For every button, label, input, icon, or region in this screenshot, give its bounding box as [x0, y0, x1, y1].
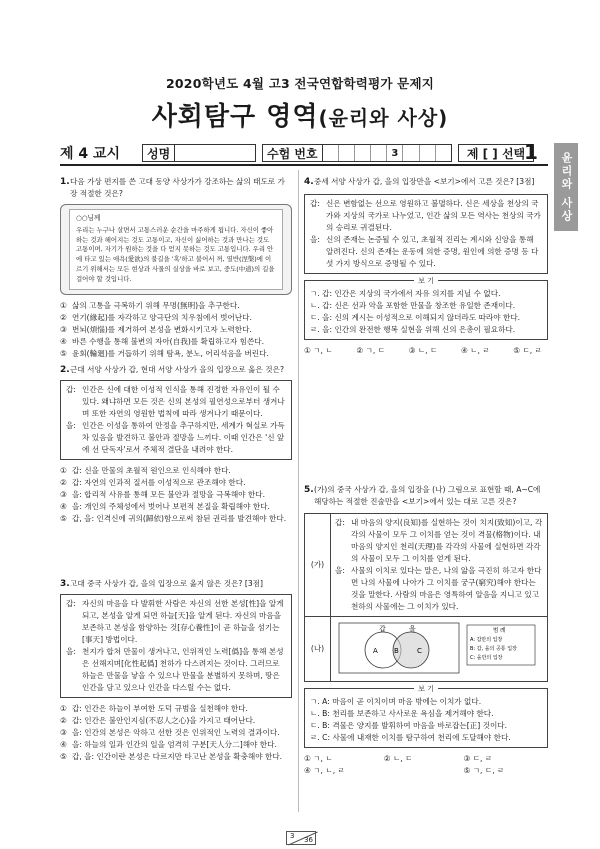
bogi-item: ㄷ. 을: 신의 계시는 이성적으로 이해되지 않더라도 따라야 한다. — [310, 313, 521, 322]
choice-5[interactable]: ⑤ ㄷ, ㄹ — [513, 346, 542, 355]
options-list — [60, 465, 292, 525]
venn-right-label: 을 — [409, 625, 416, 633]
exam-info-bar — [60, 144, 548, 162]
exam-subtitle: 2020학년도 4월 고3 전국연합학력평가 문제지 — [166, 76, 434, 91]
venn-region-c: C — [417, 647, 422, 655]
option-3[interactable]: ③ 번뇌(煩惱)를 제거하여 본성을 변화시키고자 노력한다. — [60, 324, 252, 334]
title-main: 사회탐구 영역 — [151, 102, 319, 132]
bogi-item: ㄱ. 갑: 인간은 지상의 국가에서 자유 의지를 지닐 수 없다. — [310, 289, 501, 298]
footer-page-indicator — [286, 831, 316, 845]
na-label: (나) — [305, 617, 331, 682]
question-1 — [60, 176, 292, 360]
question-stem: 다음 가상 편지를 쓴 고대 동양 사상가가 강조하는 삶의 태도로 가장 적절한 것은? — [70, 177, 285, 198]
bogi-box — [304, 277, 548, 340]
venn-left-label: 갑 — [379, 625, 386, 633]
page-title — [0, 96, 600, 133]
choice-2[interactable]: ② ㄱ, ㄷ — [356, 346, 386, 355]
bogi-label: 보 기 — [414, 277, 438, 285]
legend-b: B: 갑, 을의 공통 입장 — [470, 646, 517, 652]
legend-c: C: 을만의 입장 — [470, 655, 503, 661]
option-5[interactable]: ⑤ 윤회(輪廻)를 거듭하기 위해 탐욕, 분노, 어리석음을 버린다. — [60, 348, 269, 358]
exam-digit: 3 — [387, 145, 403, 161]
question-number: 2. — [60, 365, 70, 375]
option-4[interactable]: ④ 바른 수행을 통해 불변의 자아(自我)를 확립하고자 힘쓴다. — [60, 336, 265, 346]
question-stem: 중세 서양 사상가 갑, 을의 입장만을 <보기>에서 고른 것은? [3점] — [314, 177, 535, 186]
choice-2[interactable]: ② ㄴ, ㄷ — [383, 754, 413, 763]
option-2[interactable]: ② 갑: 자연의 인과적 질서를 이성적으로 관조해야 한다. — [60, 478, 246, 487]
choice-3[interactable]: ③ ㄴ, ㄷ — [408, 346, 438, 355]
letter-box — [60, 204, 292, 295]
subject-side-tab: 윤리와 사상 — [554, 143, 578, 231]
title-paren: (윤리와 사상) — [318, 106, 449, 130]
answer-choices — [304, 345, 548, 357]
passage-box: 갑: 인간은 신에 대한 이성적 인식을 통해 진정한 자유인이 될 수 있다. 왜냐하면 모든 것은 신의 본성의 필연성으로부터 생겨나며 또한 자연의 영원한 법칙에 따라 생겨나기 때문이다. 을: 인간은 이성을 통하여 안정을 추구하지만, 세계가 혁실로 가득 차 있음을 발견하고 불안과 절망을 느끼다. 이때 인간은 '신 앞에 선 단독자'로서 주체적 결단을 내려야 한다. — [60, 380, 292, 460]
option-5[interactable]: ⑤ 갑, 을: 인간이란 본성은 다르지만 타고난 본성을 확충해야 한다. — [60, 752, 283, 761]
question-5 — [304, 484, 548, 777]
bogi-item: ㄱ. A: 마음이 곧 이치이며 마음 밖에는 이치가 없다. — [310, 697, 482, 706]
question-number: 5. — [304, 485, 314, 495]
question-number: 3. — [60, 579, 70, 589]
session-label: 제 4 교시 — [60, 146, 121, 162]
letter-title: ○○님께 — [76, 214, 101, 222]
option-2[interactable]: ② 연기(緣起)를 자각하고 양극단의 치우침에서 벗어난다. — [60, 312, 252, 322]
footer-page: 3 — [290, 832, 295, 840]
choice-4[interactable]: ④ ㄴ, ㄹ — [460, 346, 490, 355]
bogi-item: ㄴ. 갑: 신은 선과 악을 포함한 만물을 창조한 유일한 존재이다. — [310, 301, 516, 310]
options-list — [60, 703, 292, 763]
option-3[interactable]: ③ 을: 합리적 사유를 통해 모든 불안과 절망을 극복해야 한다. — [60, 490, 265, 499]
ga-na-table — [304, 513, 548, 682]
selection-label: 제 [ ] 선택 — [466, 146, 526, 161]
question-stem: 고대 중국 사상가 갑, 을의 입장으로 옳지 않은 것은? [3점] — [70, 579, 263, 588]
footer-total: 36 — [304, 836, 313, 844]
option-1[interactable]: ① 삶의 고통을 극복하기 위해 무명(無明)을 추구한다. — [60, 300, 240, 310]
choice-4[interactable]: ④ ㄱ, ㄴ, ㄹ — [304, 766, 345, 775]
venn-diagram — [333, 619, 539, 675]
venn-region-a: A — [373, 647, 378, 655]
bogi-item: ㄷ. B: 격물은 양지를 발휘하여 마음을 바로잡는[正] 것이다. — [310, 721, 508, 730]
answer-choices — [304, 753, 548, 777]
choice-1[interactable]: ① ㄱ, ㄴ — [304, 754, 333, 763]
bogi-item: ㄴ. B: 천리를 보존하고 사사로운 욕심을 제거해야 한다. — [310, 709, 494, 718]
option-1[interactable]: ① 갑: 인간은 하늘이 부여한 도덕 규범을 실천해야 한다. — [60, 704, 248, 713]
passage-box: 갑: 자신의 마음을 다 발휘한 사람은 자신의 선한 본성[性]을 알게 되고, 본성을 알게 되면 하늘[天]을 알게 된다. 자신의 마음을 보존하고 본성을 함양하는 것[存心養性]이 곧 하늘을 섬기는[事天] 방법이다. 을: 천지가 합쳐 만물이 생겨나고, 인위적인 노력[僞]을 통해 본성은 선해지며[化性起僞] 천하가 다스려지는 것이다. 그러므로 하늘은 만물을 낳을 수 있으나 만물을 분별하지 못하며, 땅은 인간을 담고 있으나 인간을 다스릴 수는 없다. — [60, 594, 292, 698]
exam-number-label: 수험 번호 — [263, 145, 323, 161]
option-3[interactable]: ③ 을: 인간의 본성은 악하고 선한 것은 인위적인 노력의 결과이다. — [60, 728, 280, 737]
column-divider — [298, 170, 299, 812]
venn-region-b: B — [394, 647, 399, 655]
bogi-label: 보 기 — [414, 685, 438, 693]
legend-title: 범 례 — [493, 628, 506, 634]
option-4[interactable]: ④ 을: 개인의 주체성에서 벗어나 보편적 본질을 확립해야 한다. — [60, 502, 270, 511]
letter-body: 우리는 누구나 살면서 고통스러운 순간을 마주하게 됩니다. 자신이 좋아하는 것과 헤어지는 것도 고통이고, 자신이 싫어하는 것과 만나는 것도 고통이며, 자기가 원하는 것을 다 얻지 못하는 것도 고통입니다. 우리 안에 타고 있는 애욕(愛欲)의 불길을 '혹'하고 불어서 꺼, 열반(涅槃)에 이르기 위해서는 모든 현상과 사물의 실상을 바로 보고, 중도(中道)의 길을 걸어야 할 것입니다. — [76, 225, 275, 283]
choice-1[interactable]: ① ㄱ, ㄴ — [304, 346, 333, 355]
bogi-item: ㄹ. 을: 인간의 완전한 행복 실현을 위해 신의 은총이 필요하다. — [310, 325, 516, 334]
ga-passage: 갑: 내 마음의 양지(良知)를 실현하는 것이 치지(致知)이고, 각각의 사물이 모두 그 이치를 얻는 것이 격물(格物)이다. 내 마음의 양지인 천리(天理)를 각각의 사물에 실현하면 각각의 사물이 모두 그 이치를 얻게 된다. 을: 사물의 이치로 있다는 말은, 나의 앎을 극진히 하고자 한다면 나의 사물에 나아가 그 이치를 궁구(窮究)해야 한다는 것을 말한다. 사람의 마음은 영특하여 알음을 지니고 있고 천하의 사물에는 그 이치가 있다. — [331, 514, 548, 617]
option-4[interactable]: ④ 을: 하늘의 일과 인간의 일을 엄격히 구분[天人分二]해야 한다. — [60, 740, 277, 749]
question-stem: (가)의 중국 사상가 갑, 을의 입장을 (나) 그림으로 표현할 때, A~C에 해당하는 적절한 진술만을 <보기>에서 있는 대로 고른 것은? — [314, 485, 541, 506]
name-box[interactable] — [142, 144, 256, 162]
bogi-box — [304, 685, 548, 748]
bogi-item: ㄹ. C: 사물에 내재한 이치를 탐구하여 천리에 도달해야 한다. — [310, 733, 511, 742]
option-5[interactable]: ⑤ 갑, 을: 인격신에 귀의(歸依)함으로써 참된 권리를 발견해야 한다. — [60, 514, 287, 523]
ga-label: (가) — [305, 514, 331, 617]
question-stem: 근대 서양 사상가 갑, 현대 서양 사상가 을의 입장으로 옳은 것은? — [70, 365, 284, 374]
page-number: 1 — [524, 140, 538, 164]
selection-box[interactable] — [458, 144, 534, 162]
legend-a: A: 갑만의 입장 — [470, 637, 503, 643]
question-number: 1. — [60, 177, 70, 187]
question-number: 4. — [304, 177, 314, 187]
option-2[interactable]: ② 갑: 인간은 불안인지심(不忍人之心)을 가지고 태어난다. — [60, 716, 256, 725]
question-4 — [304, 176, 548, 357]
question-2 — [60, 364, 292, 525]
question-3 — [60, 578, 292, 763]
name-label: 성명 — [143, 145, 175, 161]
header-rule — [60, 164, 548, 166]
exam-number-box[interactable] — [262, 144, 452, 162]
options-list — [60, 300, 292, 360]
choice-3[interactable]: ③ ㄷ, ㄹ — [463, 754, 493, 763]
choice-5[interactable]: ⑤ ㄱ, ㄷ, ㄹ — [463, 766, 505, 775]
venn-cell — [331, 617, 548, 682]
option-1[interactable]: ① 갑: 신을 만물의 초월적 원인으로 인식해야 한다. — [60, 466, 231, 475]
passage-box: 갑: 신은 변함없는 선으로 영원하고 불멸하다. 신은 세상을 천상의 국가와 지상의 국가로 나누었고, 인간 삶의 모든 역사는 천상의 국가의 승리로 귀결된다. 을: 신의 존재는 논증될 수 있고, 초월적 진리는 계시와 신앙을 통해 알려진다. 신의 존재는 운동에 의한 증명, 원인에 의한 증명 등 다섯 가지 방식으로 증명될 수 있다. — [304, 194, 548, 274]
